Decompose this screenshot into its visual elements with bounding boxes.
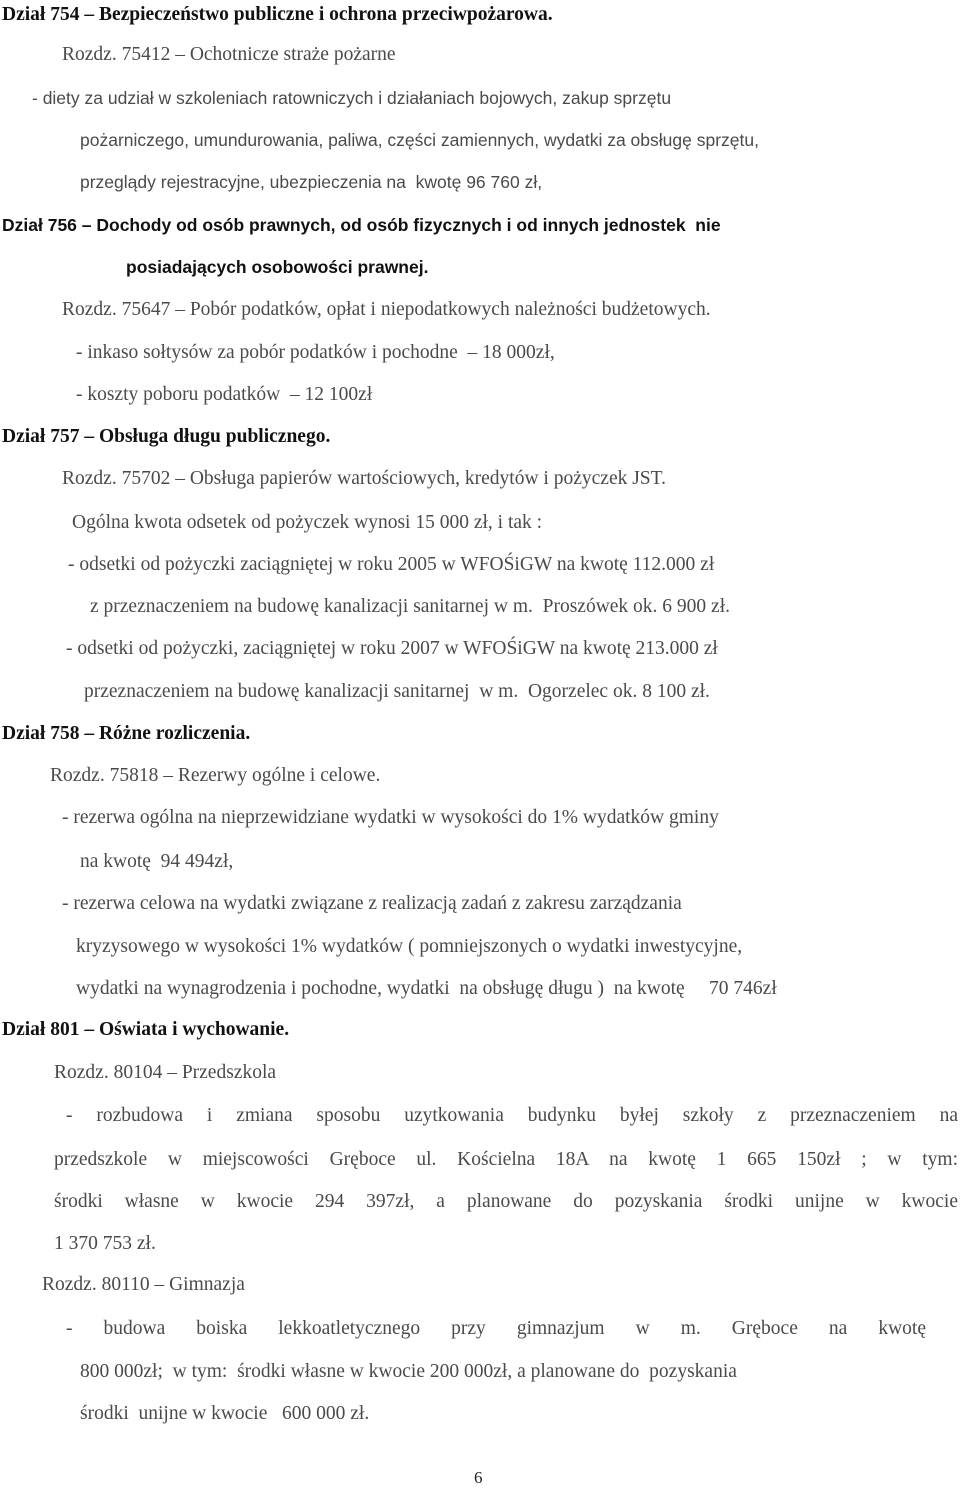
subsection-rozdz-80110: Rozdz. 80110 – Gimnazja xyxy=(42,1274,245,1295)
subsection-rozdz-75647: Rozdz. 75647 – Pobór podatków, opłat i niepodatkowych należności budżetowych. xyxy=(62,299,711,320)
text-line: wydatki na wynagrodzenia i pochodne, wydatki na obsługę długu ) na kwotę 70 746zł xyxy=(76,978,777,999)
text-line: na kwotę 94 494zł, xyxy=(80,851,234,872)
text-line: pożarniczego, umundurowania, paliwa, części zamiennych, wydatki za obsługę sprzętu, xyxy=(80,130,759,150)
subsection-rozdz-75702: Rozdz. 75702 – Obsługa papierów wartościowych, kredytów i pożyczek JST. xyxy=(62,468,666,489)
text-line: - inkaso sołtysów za pobór podatków i pochodne – 18 000zł, xyxy=(76,342,555,363)
subsection-rozdz-80104: Rozdz. 80104 – Przedszkola xyxy=(54,1062,277,1083)
text-line: środki unijne w kwocie 600 000 zł. xyxy=(80,1403,370,1424)
page-number: 6 xyxy=(474,1468,483,1487)
text-line: - rezerwa ogólna na nieprzewidziane wydatki w wysokości do 1% wydatków gminy xyxy=(62,807,719,828)
text-line: - odsetki od pożyczki, zaciągniętej w roku 2007 w WFOŚiGW na kwotę 213.000 zł xyxy=(66,638,718,659)
heading-dzial-758: Dział 758 – Różne rozliczenia. xyxy=(2,723,251,744)
text-line: przedszkole w miejscowości Gręboce ul. Kościelna 18A na kwotę 1 665 150zł ; w tym: xyxy=(54,1149,958,1170)
text-line: przeglądy rejestracyjne, ubezpieczenia na kwotę 96 760 zł, xyxy=(80,172,543,192)
text-line: - budowa boiska lekkoatletycznego przy gimnazjum w m. Gręboce na kwotę xyxy=(66,1318,926,1339)
text-line: - rezerwa celowa na wydatki związane z realizacją zadań z zakresu zarządzania xyxy=(62,893,682,914)
text-line: - koszty poboru podatków – 12 100zł xyxy=(76,384,373,405)
text-line: 800 000zł; w tym: środki własne w kwocie 200 000zł, a planowane do pozyskania xyxy=(80,1361,737,1382)
text-line: - odsetki od pożyczki zaciągniętej w roku 2005 w WFOŚiGW na kwotę 112.000 zł xyxy=(68,554,715,575)
heading-dzial-757: Dział 757 – Obsługa długu publicznego. xyxy=(2,426,331,447)
text-line: z przeznaczeniem na budowę kanalizacji sanitarnej w m. Proszówek ok. 6 900 zł. xyxy=(90,596,731,617)
subsection-rozdz-75818: Rozdz. 75818 – Rezerwy ogólne i celowe. xyxy=(50,765,381,786)
text-line: środki własne w kwocie 294 397zł, a planowane do pozyskania środki unijne w kwocie xyxy=(54,1191,958,1212)
subsection-rozdz-75412: Rozdz. 75412 – Ochotnicze straże pożarne xyxy=(62,44,396,65)
heading-dzial-756: Dział 756 – Dochody od osób prawnych, od osób fizycznych i od innych jednostek nie xyxy=(2,215,721,235)
heading-dzial-756-cont: posiadających osobowości prawnej. xyxy=(126,257,429,277)
text-line: przeznaczeniem na budowę kanalizacji sanitarnej w m. Ogorzelec ok. 8 100 zł. xyxy=(84,681,710,702)
heading-dzial-754: Dział 754 – Bezpieczeństwo publiczne i ochrona przeciwpożarowa. xyxy=(2,4,553,25)
text-line: Ogólna kwota odsetek od pożyczek wynosi 15 000 zł, i tak : xyxy=(72,512,543,533)
text-line: - diety za udział w szkoleniach ratowniczych i działaniach bojowych, zakup sprzętu xyxy=(32,88,672,108)
text-line: - rozbudowa i zmiana sposobu uzytkowania budynku byłej szkoły z przeznaczeniem na xyxy=(66,1105,958,1126)
text-line: 1 370 753 zł. xyxy=(54,1233,156,1254)
heading-dzial-801: Dział 801 – Oświata i wychowanie. xyxy=(2,1019,290,1040)
text-line: kryzysowego w wysokości 1% wydatków ( pomniejszonych o wydatki inwestycyjne, xyxy=(76,936,743,957)
